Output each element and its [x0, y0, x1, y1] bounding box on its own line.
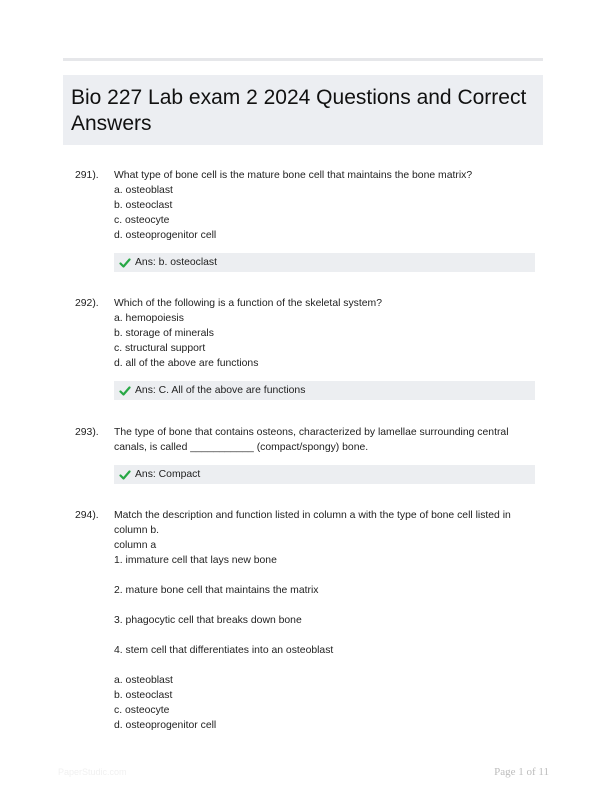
question-text: Match the description and function listed in column a with the type of bone cell listed in column b. [114, 510, 511, 536]
column-b-item: d. osteoprogenitor cell [114, 720, 217, 731]
column-a-label: column a [114, 540, 157, 551]
check-icon [119, 469, 131, 481]
title-banner [63, 75, 543, 145]
column-a-item: 1. immature cell that lays new bone [114, 555, 277, 566]
option-a: a. hemopoiesis [114, 313, 184, 324]
question-text: The type of bone that contains osteons, characterized by lamellae surrounding central canals, is called ___________ (compact/spongy) bone. [114, 427, 509, 453]
page-number: Page 1 of 11 [494, 766, 549, 778]
question-292 [75, 296, 545, 400]
column-a-item: 2. mature bone cell that maintains the matrix [114, 585, 319, 596]
column-b-item: a. osteoblast [114, 675, 173, 686]
question-294 [75, 508, 545, 733]
question-293 [75, 425, 545, 484]
top-divider [63, 58, 543, 61]
answer-box [114, 381, 535, 400]
option-b: b. osteoclast [114, 200, 173, 211]
option-a: a. osteoblast [114, 185, 173, 196]
answer-box [114, 253, 535, 272]
option-c: c. osteocyte [114, 215, 170, 226]
column-b-item: b. osteoclast [114, 690, 173, 701]
answer-box [114, 465, 535, 484]
question-291 [75, 168, 545, 272]
column-b-item: c. osteocyte [114, 705, 170, 716]
question-text: Which of the following is a function of the skeletal system? [114, 298, 382, 309]
column-a-item: 4. stem cell that differentiates into an osteoblast [114, 645, 334, 656]
footer-site-watermark: PaperStudic.com [58, 767, 127, 777]
answer-text: Ans: b. osteoclast [135, 257, 218, 268]
answer-text: Ans: C. All of the above are functions [135, 385, 306, 396]
question-number: 294). [75, 510, 99, 521]
check-icon [119, 257, 131, 269]
page-title: Bio 227 Lab exam 2 2024 Questions and Correct Answers [71, 86, 527, 135]
option-b: b. storage of minerals [114, 328, 214, 339]
answer-text: Ans: Compact [135, 469, 201, 480]
option-d: d. all of the above are functions [114, 358, 259, 369]
column-a-item: 3. phagocytic cell that breaks down bone [114, 615, 302, 626]
question-number: 293). [75, 427, 99, 438]
question-number: 292). [75, 298, 99, 309]
option-c: c. structural support [114, 343, 206, 354]
option-d: d. osteoprogenitor cell [114, 230, 217, 241]
question-number: 291). [75, 170, 99, 181]
check-icon [119, 385, 131, 397]
question-text: What type of bone cell is the mature bone cell that maintains the bone matrix? [114, 170, 473, 181]
